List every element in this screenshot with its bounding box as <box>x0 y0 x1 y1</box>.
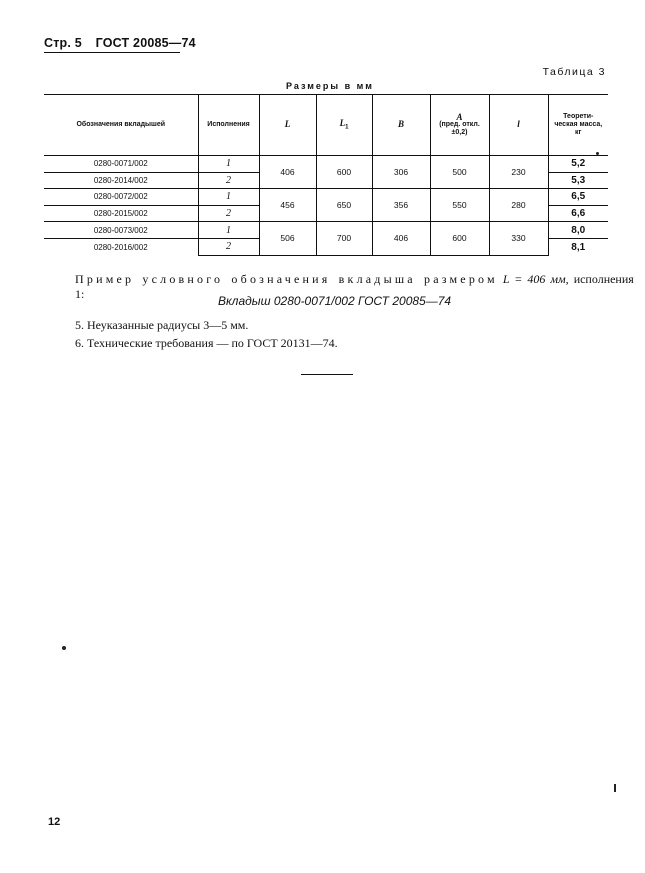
example-tail: исполнения 1: <box>75 272 634 301</box>
speck-mark <box>62 646 66 650</box>
l-cell: 230 <box>489 156 548 189</box>
end-rule <box>301 374 353 375</box>
table-caption: Таблица 3 <box>542 66 606 78</box>
L1-cell: 700 <box>316 222 372 255</box>
col-A <box>430 95 489 156</box>
col-mass: Теорети-ческая масса, кг <box>548 95 608 156</box>
designation-cell: 0280-2016/002 <box>93 242 148 252</box>
running-header <box>44 36 196 50</box>
table-units: Размеры в мм <box>286 81 374 91</box>
col-A-tolerance: (пред. откл. ±0,2) <box>439 121 480 136</box>
col-designation: Обозначения вкладышей <box>44 95 198 156</box>
A-cell: 600 <box>430 222 489 255</box>
designation-cell: 0280-0073/002 <box>44 222 198 239</box>
variant-cell: 1 <box>198 156 259 173</box>
designation-cell: 0280-0072/002 <box>44 189 198 206</box>
designation-cell: 0280-2014/002 <box>44 172 198 189</box>
col-B-label: B <box>397 119 404 129</box>
mass-cell: 6,6 <box>548 205 608 222</box>
col-B <box>372 95 430 156</box>
table-row <box>44 222 608 239</box>
note-item: 6. Технические требования — по ГОСТ 20131—74. <box>75 336 338 350</box>
variant-cell: 1 <box>198 222 259 239</box>
col-L <box>259 95 316 156</box>
variant-cell: 1 <box>198 189 259 206</box>
L1-cell: 650 <box>316 189 372 222</box>
col-L1-label: L <box>339 117 346 128</box>
example-code: Вкладыш 0280-0071/002 ГОСТ 20085—74 <box>218 294 452 308</box>
col-variant: Исполнения <box>198 95 259 156</box>
header-page: Стр. 5 <box>44 36 82 50</box>
example-intro: Пример условного обозначения вкладыша размером <box>75 272 498 286</box>
variant-cell: 2 <box>198 238 259 255</box>
page-number: 12 <box>48 816 61 828</box>
col-A-label: A <box>456 112 463 122</box>
col-l <box>489 95 548 156</box>
designation-cell: 0280-2015/002 <box>44 205 198 222</box>
speck-mark <box>614 784 616 792</box>
header-rule <box>44 52 180 53</box>
mass-cell: 6,5 <box>548 189 608 206</box>
header-standard: ГОСТ 20085—74 <box>95 36 196 50</box>
table-row <box>44 189 608 206</box>
B-cell: 306 <box>372 156 430 189</box>
L-cell: 506 <box>259 222 316 255</box>
mass-cell: 8,1 <box>548 238 608 255</box>
mass-cell: 5,3 <box>548 172 608 189</box>
example-expression: L = 406 мм, <box>502 272 569 286</box>
L-cell: 406 <box>259 156 316 189</box>
col-L1-subscript: 1 <box>345 124 349 131</box>
L1-cell: 600 <box>316 156 372 189</box>
A-cell: 550 <box>430 189 489 222</box>
l-cell: 280 <box>489 189 548 222</box>
speck-mark <box>596 152 599 155</box>
mass-cell: 5,2 <box>548 156 608 173</box>
designation-cell: 0280-0071/002 <box>44 156 198 173</box>
table-row <box>44 156 608 173</box>
variant-cell: 2 <box>198 172 259 189</box>
note-item: 5. Неуказанные радиусы 3—5 мм. <box>75 318 249 332</box>
table-header-row <box>44 95 608 156</box>
col-L1 <box>316 95 372 156</box>
B-cell: 356 <box>372 189 430 222</box>
col-l-label: l <box>517 119 520 129</box>
L-cell: 456 <box>259 189 316 222</box>
l-cell: 330 <box>489 222 548 255</box>
mass-cell: 8,0 <box>548 222 608 239</box>
B-cell: 406 <box>372 222 430 255</box>
variant-cell: 2 <box>198 205 259 222</box>
A-cell: 500 <box>430 156 489 189</box>
dimensions-table <box>44 94 608 256</box>
col-L-label: L <box>284 119 291 129</box>
